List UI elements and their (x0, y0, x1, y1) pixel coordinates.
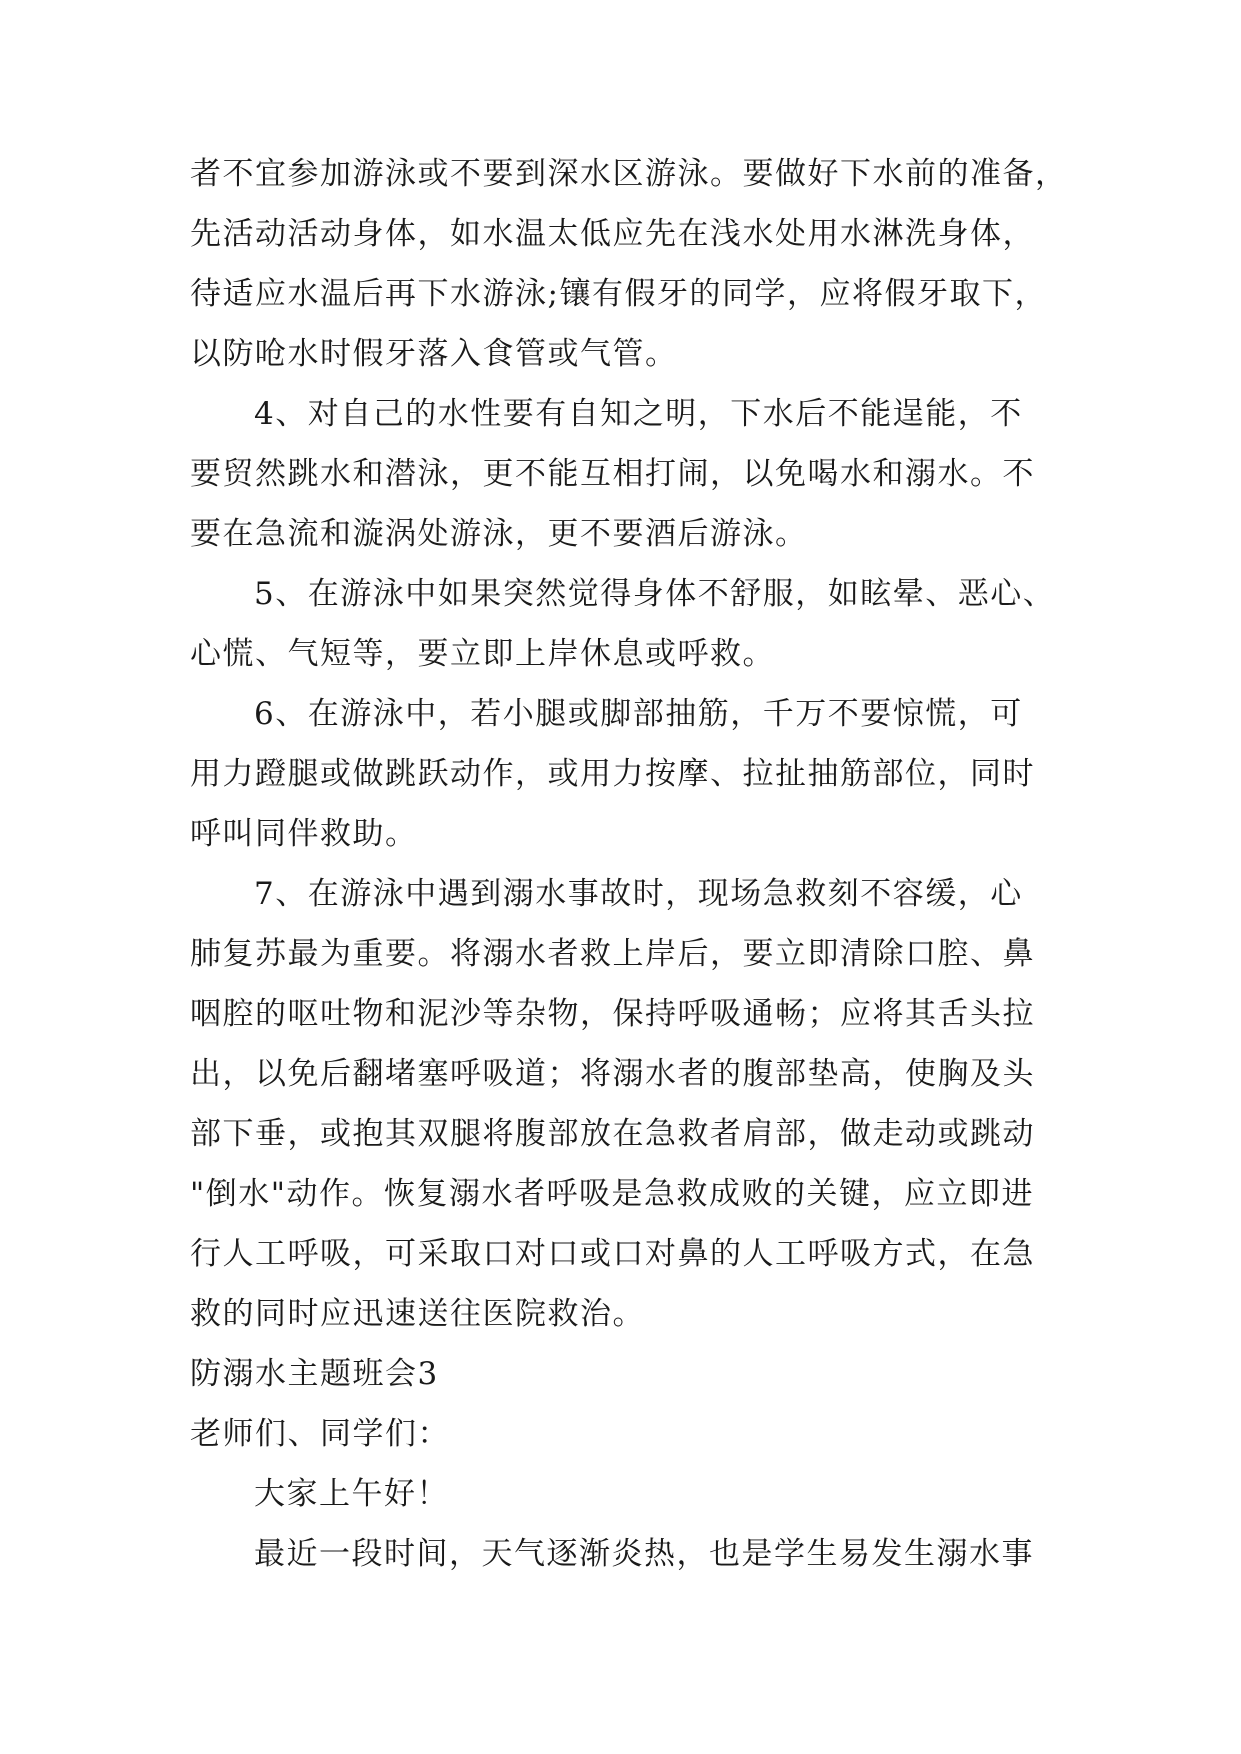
paragraph-item-5: 5、在游泳中如果突然觉得身体不舒服，如眩晕、恶心、 (254, 576, 1056, 612)
text-line: 部下垂，或抱其双腿将腹部放在急救者肩部，做走动或跳动 (190, 1116, 1035, 1152)
text-line: 待适应水温后再下水游泳;镶有假牙的同学，应将假牙取下， (190, 276, 1047, 312)
paragraph-item-7: 7、在游泳中遇到溺水事故时，现场急救刻不容缓，心 (254, 876, 1023, 912)
text-line: 呼叫同伴救助。 (190, 816, 418, 852)
text-line: 心慌、气短等，要立即上岸休息或呼救。 (190, 636, 775, 672)
section-title: 防溺水主题班会3 (190, 1356, 439, 1392)
salutation: 老师们、同学们： (190, 1416, 450, 1452)
text-line: 咽腔的呕吐物和泥沙等杂物，保持呼吸通畅；应将其舌头拉 (190, 996, 1035, 1032)
text-line: 要在急流和漩涡处游泳，更不要酒后游泳。 (190, 516, 808, 552)
text-line: "倒水"动作。恢复溺水者呼吸是急救成败的关键，应立即进 (190, 1176, 1035, 1212)
text-line: 先活动活动身体，如水温太低应先在浅水处用水淋洗身体， (190, 216, 1035, 252)
text-line: 救的同时应迅速送往医院救治。 (190, 1296, 645, 1332)
text-line: 以防呛水时假牙落入食管或气管。 (190, 336, 678, 372)
text-line: 用力蹬腿或做跳跃动作，或用力按摩、拉扯抽筋部位，同时 (190, 756, 1035, 792)
greeting: 大家上午好！ (254, 1476, 449, 1512)
paragraph-item-6: 6、在游泳中，若小腿或脚部抽筋，千万不要惊慌，可 (254, 696, 1023, 732)
text-line: 出，以免后翻堵塞呼吸道；将溺水者的腹部垫高，使胸及头 (190, 1056, 1035, 1092)
paragraph-item-4: 4、对自己的水性要有自知之明，下水后不能逞能，不 (254, 396, 1023, 432)
text-line: 者不宜参加游泳或不要到深水区游泳。要做好下水前的准备， (190, 156, 1068, 192)
text-line: 要贸然跳水和潜泳，更不能互相打闹，以免喝水和溺水。不 (190, 456, 1035, 492)
text-line: 肺复苏最为重要。将溺水者救上岸后，要立即清除口腔、鼻 (190, 936, 1035, 972)
text-line: 最近一段时间，天气逐渐炎热，也是学生易发生溺水事 (254, 1536, 1034, 1572)
text-line: 行人工呼吸，可采取口对口或口对鼻的人工呼吸方式，在急 (190, 1236, 1035, 1272)
